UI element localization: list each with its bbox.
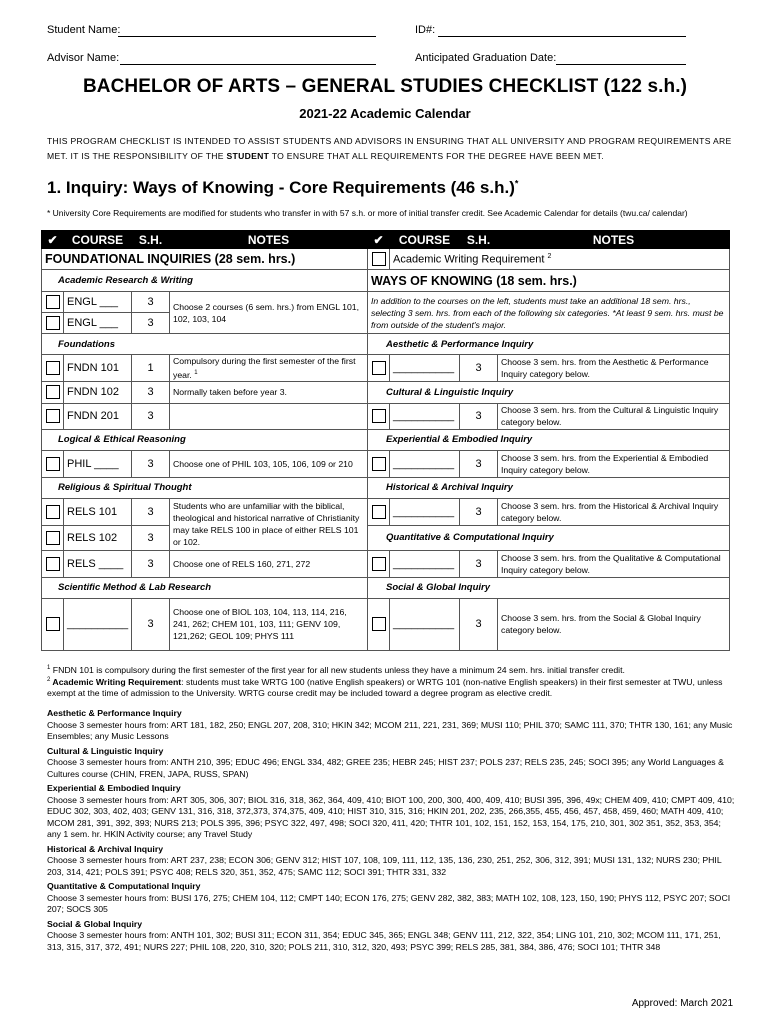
page-subtitle: 2021-22 Academic Calendar (299, 106, 471, 121)
fndn102-course: FNDN 102 (64, 381, 132, 403)
historical-checkbox[interactable] (372, 505, 386, 519)
id-field[interactable] (438, 36, 686, 37)
category-cultural: Cultural & Linguistic Inquiry (368, 381, 730, 403)
cat-social-text: Choose 3 semester hours from: ANTH 101, 302; BUSI 311; ECON 311, 354; EDUC 345, 365; ENGL 348; GENV 111, 212, 322, 354; LING 101, 210, 302; MCOM 111, 171, 251, 313, 315, 317, 372, 491; NURS 227; PHIL 108, 220, 310, 320; POLS 211, 310, 312, 320, 493; PSYC 399; RELS 285, 381, 384, 386, 476; SOCI 101; THTR 348 (47, 930, 721, 952)
approved-date: Approved: March 2021 (631, 998, 733, 1009)
historical-course[interactable]: __________ (390, 498, 460, 525)
rels-note: Students who are unfamiliar with the biblical, theological and historical narrative of Christianity may take RELS 100 in place of either RELS 101 or 102. (170, 498, 368, 550)
check-header-right: ✔ (368, 231, 390, 249)
experiential-checkbox[interactable] (372, 457, 386, 471)
experiential-note: Choose 3 sem. hrs. from the Experiential & Embodied Inquiry category below. (498, 450, 730, 477)
student-name-field[interactable] (118, 36, 376, 37)
category-scientific: Scientific Method & Lab Research (42, 577, 368, 598)
rels3-note: Choose one of RELS 160, 271, 272 (170, 550, 368, 577)
quant-note: Choose 3 sem. hrs. from the Qualitative & Computational Inquiry category below. (498, 550, 730, 577)
sh-header-right: S.H. (460, 231, 498, 249)
table-header-row (42, 231, 730, 249)
notes-header-right: NOTES (498, 231, 730, 249)
id-label: ID#: (415, 24, 436, 36)
fndn101-checkbox[interactable] (46, 361, 60, 375)
student-name-label: Student Name: (47, 24, 121, 36)
category-experiential: Experiential & Embodied Inquiry (368, 429, 730, 450)
aesthetic-checkbox[interactable] (372, 361, 386, 375)
aesthetic-course[interactable]: __________ (390, 355, 460, 382)
sci-sh: 3 (132, 598, 170, 650)
cultural-note: Choose 3 sem. hrs. from the Cultural & Linguistic Inquiry category below. (498, 403, 730, 429)
checklist-table (41, 230, 730, 651)
category-foundations: Foundations (42, 334, 368, 355)
rels3-sh: 3 (132, 550, 170, 577)
category-religious: Religious & Spiritual Thought (42, 477, 368, 498)
intro-text: THIS PROGRAM CHECKLIST IS INTENDED TO ASSIST STUDENTS AND ADVISORS IN ENSURING THAT ALL UNIVERSITY AND PROGRAM REQUIREMENTS ARE MET. IT IS THE RESPONSIBILITY OF THE STUDENT TO ENSURE THAT ALL REQUIREMENTS FOR THE DEGREE HAVE BEEN MET. (47, 136, 732, 161)
phil-checkbox[interactable] (46, 457, 60, 471)
fndn201-note (170, 403, 368, 429)
social-note: Choose 3 sem. hrs. from the Social & Global Inquiry category below. (498, 598, 730, 650)
cat-cultural-title: Cultural & Linguistic Inquiry (47, 745, 164, 756)
footnote-2: $^2$ Academic Writing Requirement: students must take WRTG 100 (native English speakers) or WRTG 101 (non-native English speakers) in their first semester at TWU, unless exempt at the time of admission to the University. WRTG course credit may be included toward a degree program as elective credit. (47, 676, 723, 699)
engl1-checkbox[interactable] (46, 295, 60, 309)
footnote-1: $^1$ FNDN 101 is compulsory during the first semester of the first year for all new students unless they have a minimum 24 sem. hrs. initial transfer credit. (47, 664, 625, 675)
historical-sh: 3 (460, 498, 498, 525)
cat-aesthetic-title: Aesthetic & Performance Inquiry (47, 708, 182, 718)
engl-note: Choose 2 courses (6 sem. hrs.) from ENGL 101, 102, 103, 104 (170, 292, 368, 334)
engl1-course[interactable]: ENGL ___ (64, 292, 132, 313)
aesthetic-note: Choose 3 sem. hrs. from the Aesthetic & Performance Inquiry category below. (498, 355, 730, 382)
rels102-checkbox[interactable] (46, 531, 60, 545)
category-social: Social & Global Inquiry (368, 577, 730, 598)
section-title: 1. Inquiry: Ways of Knowing - Core Requirements (46 s.h.)* (47, 178, 519, 197)
category-research: Academic Research & Writing (42, 270, 368, 292)
quant-sh: 3 (460, 550, 498, 577)
engl1-sh: 3 (132, 292, 170, 313)
rels102-course: RELS 102 (64, 525, 132, 550)
wok-heading: WAYS OF KNOWING (18 sem. hrs.) (368, 270, 730, 292)
check-header: ✔ (42, 231, 64, 249)
cultural-checkbox[interactable] (372, 409, 386, 423)
cat-aesthetic-block (47, 708, 737, 743)
cat-experiential-text: Choose 3 semester hours from: ART 305, 306, 307; BIOL 316, 318, 362, 364, 409, 410; BIOT 100, 200, 300, 400, 409, 410; BUSI 395, 396, 49x; CHEM 409, 410; CMPT 409, 410; EDUC 302, 303, 402, 403; GENV 131, 316, 318, 372,373, 374,375, 409, 410; HIST 310, 315, 316; HKIN 201, 202, 235, 266,355, 455, 456, 457, 458, 459, 460; MATH 409, 410; MCOM 281, 391, 392, 393; NURS 213; POLS 395, 396; PSYC 322, 497, 498; SOCI 320, 411, 420; THTR 101, 102, 151, 152, 153, 154, 175, 210, 301, 302 351, 352, 353, 354; any 1 sem. hr. HKIN Activity course; any Travel Study (47, 794, 735, 839)
rels101-sh: 3 (132, 498, 170, 525)
fndn101-course: FNDN 101 (64, 355, 132, 382)
engl2-sh: 3 (132, 313, 170, 334)
fndn102-checkbox[interactable] (46, 385, 60, 399)
cat-historical-text: Choose 3 semester hours from: ART 237, 238; ECON 306; GENV 312; HIST 107, 108, 109, 111, 112, 135, 136, 230, 251, 252, 306, 312, 391; MUSI 131, 132; NURS 230; PHIL 203, 314, 421; POLS 391; PSYC 408; RELS 320, 351, 352, 475; SAMC 112; SOCI 391; THTR 331, 332 (47, 855, 722, 877)
section-note: * University Core Requirements are modified for students who transfer in with 57 s.h. or more of initial transfer credit. See Academic Calendar for details (twu.ca/ calendar) (47, 208, 688, 218)
cultural-sh: 3 (460, 403, 498, 429)
cat-quant-block (47, 881, 737, 916)
page-title: BACHELOR OF ARTS – GENERAL STUDIES CHECKLIST (122 s.h.) (82, 76, 688, 97)
category-logical: Logical & Ethical Reasoning (42, 429, 368, 450)
category-historical: Historical & Archival Inquiry (368, 477, 730, 498)
cat-quant-title: Quantitative & Computational Inquiry (47, 881, 201, 891)
engl2-checkbox[interactable] (46, 316, 60, 330)
cat-cultural-block (47, 746, 737, 781)
cat-cultural-text: Choose 3 semester hours from: ANTH 210, 395; EDUC 496; ENGL 334, 482; GREE 235; HEBR 245; HIST 237; POLS 237; RELS 235, 245; SOCI 395; any World Languages & Cultures course (CHIN, FREN, JAPA, RUSS, SPAN) (47, 757, 724, 779)
fndn201-sh: 3 (132, 403, 170, 429)
fndn102-sh: 3 (132, 381, 170, 403)
cat-experiential-title: Experiential & Embodied Inquiry (47, 783, 181, 793)
quant-checkbox[interactable] (372, 557, 386, 571)
social-sh: 3 (460, 598, 498, 650)
graduation-date-field[interactable] (556, 64, 686, 65)
rels3-course[interactable]: RELS ____ (64, 550, 132, 577)
sci-note: Choose one of BIOL 103, 104, 113, 114, 216, 241, 262; CHEM 101, 103, 111; GENV 109, 121,262; GEOL 109; PHYS 111 (170, 598, 368, 650)
experiential-course[interactable]: __________ (390, 450, 460, 477)
experiential-sh: 3 (460, 450, 498, 477)
rels102-sh: 3 (132, 525, 170, 550)
fndn101-note: Compulsory during the first semester of the first year. $^1$ (170, 355, 368, 382)
advisor-name-label: Advisor Name: (47, 52, 120, 64)
cat-aesthetic-text: Choose 3 semester hours from: ART 181, 182, 250; ENGL 207, 208, 310; HKIN 342; MCOM 211, 221, 231, 369; MUSI 110; PHIL 370; SAMC 111, 370; THTR 130, 161; any Music Ensembles; any Music Lessons (47, 719, 733, 741)
fndn201-course: FNDN 201 (64, 403, 132, 429)
cat-quant-text: Choose 3 semester hours from: BUSI 176, 275; CHEM 104, 112; CMPT 140; ECON 176, 275; GENV 282, 382, 383; MATH 102, 108, 123, 150, 190; PHYS 112, PSYC 207; SOCI 207; SOCS 305 (47, 892, 731, 914)
sh-header: S.H. (132, 231, 170, 249)
notes-header: NOTES (170, 231, 368, 249)
foundational-heading: FOUNDATIONAL INQUIRIES (28 sem. hrs.) (42, 249, 368, 270)
fndn201-checkbox[interactable] (46, 409, 60, 423)
quant-course[interactable]: __________ (390, 550, 460, 577)
category-list (47, 708, 737, 953)
graduation-date-label: Anticipated Graduation Date: (415, 52, 557, 64)
fndn102-note: Normally taken before year 3. (170, 381, 368, 403)
cat-social-title: Social & Global Inquiry (47, 918, 143, 929)
fndn101-sh: 1 (132, 355, 170, 382)
rels101-checkbox[interactable] (46, 505, 60, 519)
course-header-right: COURSE (390, 231, 460, 249)
rels3-checkbox[interactable] (46, 557, 60, 571)
social-course[interactable]: __________ (390, 598, 460, 650)
cultural-course[interactable]: __________ (390, 403, 460, 429)
cat-historical-title: Historical & Archival Inquiry (47, 843, 164, 854)
category-aesthetic: Aesthetic & Performance Inquiry (368, 334, 730, 355)
writing-req-label: Academic Writing Requirement $^2$ (390, 249, 730, 270)
course-header: COURSE (64, 231, 132, 249)
category-quant: Quantitative & Computational Inquiry (368, 525, 730, 550)
wok-note: In addition to the courses on the left, students must take an additional 18 sem. hrs., selecting 3 sem. hrs. from each of the following six categories. *At least 9 sem. hrs. must be from outside of the student's major. (368, 292, 730, 334)
engl2-course[interactable]: ENGL ___ (64, 313, 132, 334)
cat-historical-block (47, 844, 737, 879)
cat-experiential-block (47, 783, 737, 841)
social-checkbox[interactable] (372, 617, 386, 631)
sci-checkbox[interactable] (46, 617, 60, 631)
writing-req-checkbox[interactable] (372, 252, 386, 266)
aesthetic-sh: 3 (460, 355, 498, 382)
advisor-name-field[interactable] (120, 64, 376, 65)
phil-note: Choose one of PHIL 103, 105, 106, 109 or 210 (170, 450, 368, 477)
historical-note: Choose 3 sem. hrs. from the Historical & Archival Inquiry category below. (498, 498, 730, 525)
phil-course[interactable]: PHIL ____ (64, 450, 132, 477)
rels101-course: RELS 101 (64, 498, 132, 525)
phil-sh: 3 (132, 450, 170, 477)
cat-social-block (47, 919, 737, 954)
sci-course[interactable]: __________ (64, 598, 132, 650)
